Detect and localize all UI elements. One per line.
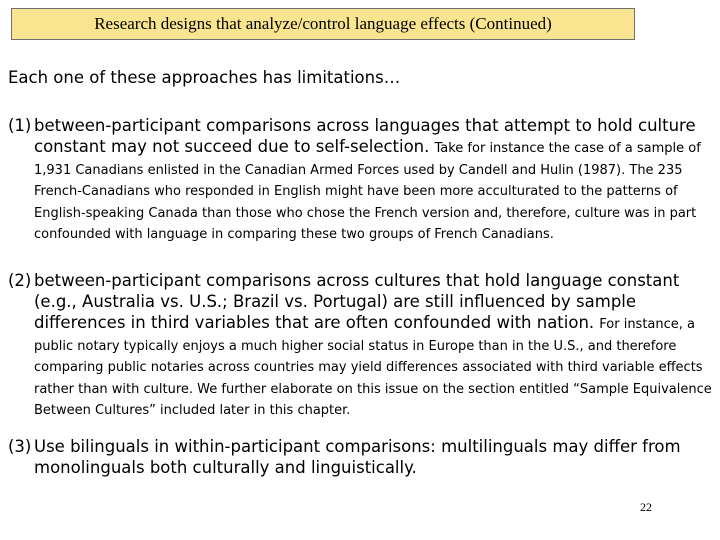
list-item-main-text: Use bilinguals in within-participant comparisons: multilinguals may differ from monolinguals both culturally and linguistically. xyxy=(34,437,681,477)
list-item-detail-text: Take for instance the case of a sample of 1,931 Canadians enlisted in the Canadian Armed Forces used by Candell and Hulin (1987). The 235 French-Canadians who responded in English might have been more acculturated to the patterns of English-speaking Canada than those who chose the French version and, therefore, culture was in part confounded with language in comparing these two groups of French Canadians. xyxy=(34,141,701,242)
list-item-number: (2) xyxy=(8,271,32,290)
intro-text: Each one of these approaches has limitations… xyxy=(8,68,401,87)
list-item-number: (3) xyxy=(8,437,32,456)
slide-title: Research designs that analyze/control language effects (Continued) xyxy=(11,8,635,40)
list-item-1 xyxy=(8,115,714,245)
list-item-main-text: between-participant comparisons across cultures that hold language constant (e.g., Australia vs. U.S.; Brazil vs. Portugal) are still influenced by sample differences in third variables that are often confounded with nation. xyxy=(34,271,680,332)
list-item-main-text: between-participant comparisons across languages that attempt to hold culture constant may not succeed due to self-selection. xyxy=(34,116,696,156)
list-item-2 xyxy=(8,270,714,421)
list-item-3 xyxy=(8,436,714,478)
list-item-number: (1) xyxy=(8,116,32,135)
page-number: 22 xyxy=(640,500,652,514)
list-item-detail-text: For instance, a public notary typically enjoys a much higher social status in Europe than in the U.S., and therefore comparing public notaries across countries may yield differences associated with third variable effects rather than with culture. We further elaborate on this issue on the section entitled “Sample Equivalence Between Cultures” included later in this chapter. xyxy=(34,317,712,418)
